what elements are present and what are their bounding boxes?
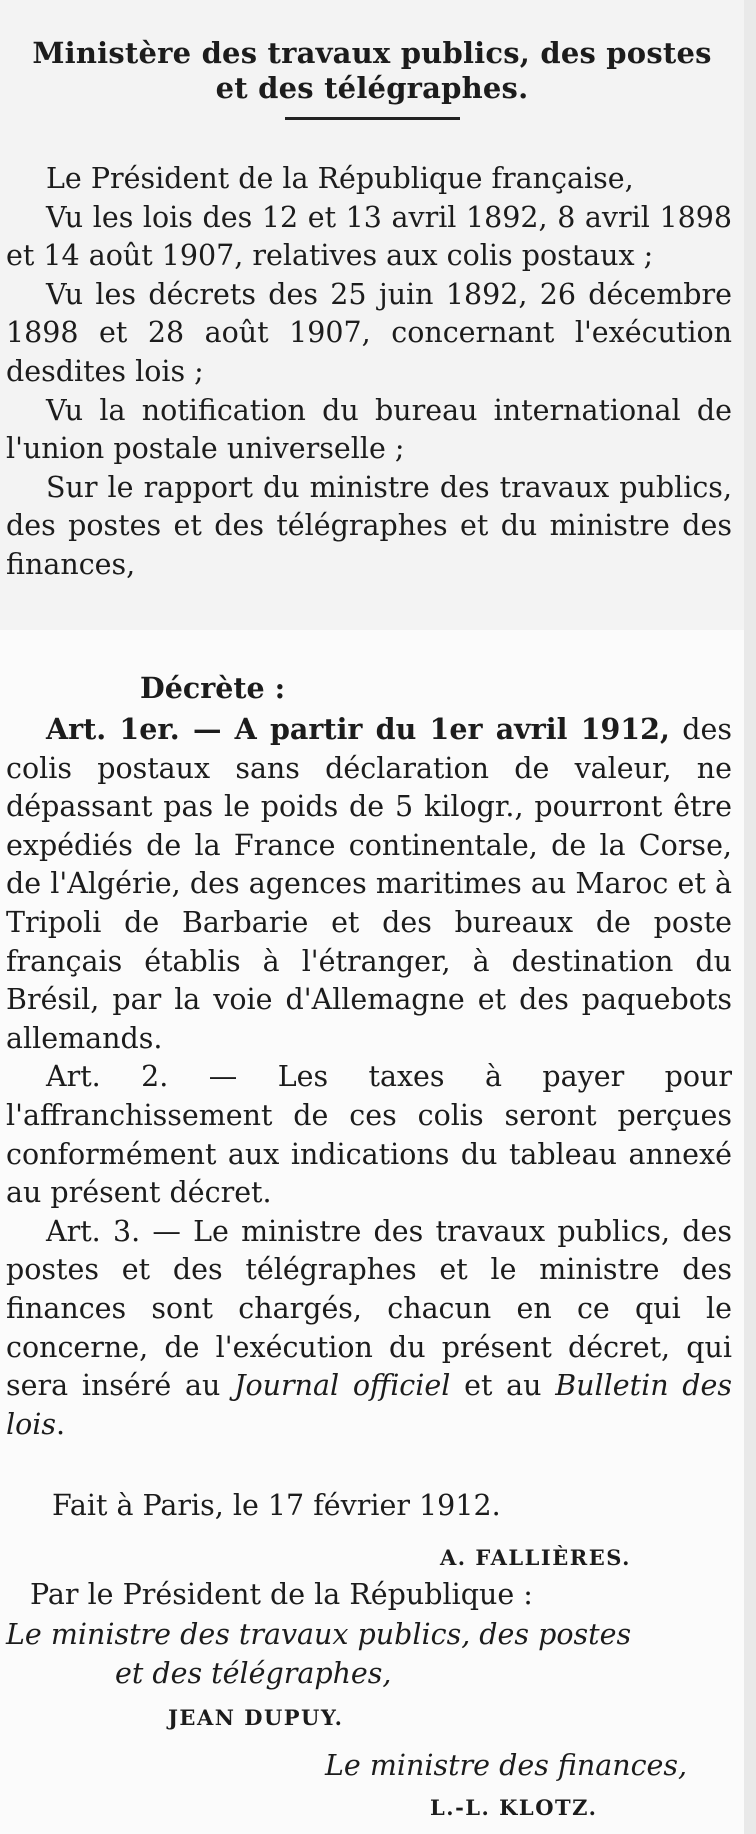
article-2-text: Les taxes à payer pour l'affranchissement de ces colis seront perçues conformément aux indications du tableau annexé au présent décret. <box>6 1060 732 1210</box>
page-edge <box>744 0 756 1834</box>
minister-line-2: et des télégraphes, <box>115 1657 392 1690</box>
article-1-text: des colis postaux sans déclaration de valeur, ne dépassant pas le poids de 5 kilogr., pourront être expédiés de la France continentale, de la Corse, de l'Algérie, des agences maritimes au Maroc et à Tripoli de Barbarie et des bureaux de poste français établis à l'étranger, à destination du Brésil, par la voie d'Allemagne et des paquebots allemands. <box>6 713 732 1055</box>
article-2-label: Art. 2. — <box>46 1060 238 1094</box>
article-1-label: Art. 1er. — A partir du 1er avril 1912, <box>46 712 670 746</box>
preamble-line: Vu les lois des 12 et 13 avril 1892, 8 avril 1898 et 14 août 1907, relatives aux colis postaux ; <box>6 200 732 273</box>
title-line-1: Ministère des travaux publics, des postes <box>32 36 712 70</box>
preamble-line: Vu la notification du bureau international de l'union postale universelle ; <box>6 393 732 466</box>
article-3-label: Art. 3. — <box>46 1214 181 1248</box>
title-divider <box>285 117 460 120</box>
preamble <box>6 160 732 585</box>
signature-minister: JEAN DUPUY. <box>168 1705 344 1730</box>
page-title <box>0 36 744 106</box>
decree-heading: Décrète : <box>140 671 286 705</box>
article-1 <box>6 710 732 1058</box>
minister-line-1: Le ministre des travaux publics, des postes <box>6 1618 632 1651</box>
preamble-line: Vu les décrets des 25 juin 1892, 26 décembre 1898 et 28 août 1907, concernant l'exécution desdites lois ; <box>6 277 732 388</box>
articles <box>6 710 732 1444</box>
article-3-text-end: . <box>56 1407 66 1441</box>
signature-president: A. FALLIÈRES. <box>440 1545 631 1570</box>
signature-finance: L.-L. KLOTZ. <box>430 1795 598 1820</box>
article-2 <box>6 1058 732 1212</box>
article-3-text-middle: et au <box>464 1369 542 1403</box>
finance-minister: Le ministre des finances, <box>325 1749 688 1782</box>
article-3 <box>6 1213 732 1445</box>
bulletin-des-lois: Bulletin des lois <box>6 1369 733 1441</box>
title-line-2: et des télégraphes. <box>215 71 529 105</box>
preamble-line: Le Président de la République française, <box>46 162 634 195</box>
article-3-text: Le ministre des travaux publics, des postes et des télégraphes et le ministre des finances sont chargés, chacun en ce qui le concerne, de l'exécution du présent décret, qui sera inséré au <box>6 1214 732 1403</box>
preamble-line: Sur le rapport du ministre des travaux publics, des postes et des télégraphes et du ministre des finances, <box>6 470 732 581</box>
journal-officiel: Journal officiel <box>234 1369 451 1403</box>
par-le-president: Par le Président de la République : <box>30 1578 533 1611</box>
date-line: Fait à Paris, le 17 février 1912. <box>52 1489 501 1522</box>
